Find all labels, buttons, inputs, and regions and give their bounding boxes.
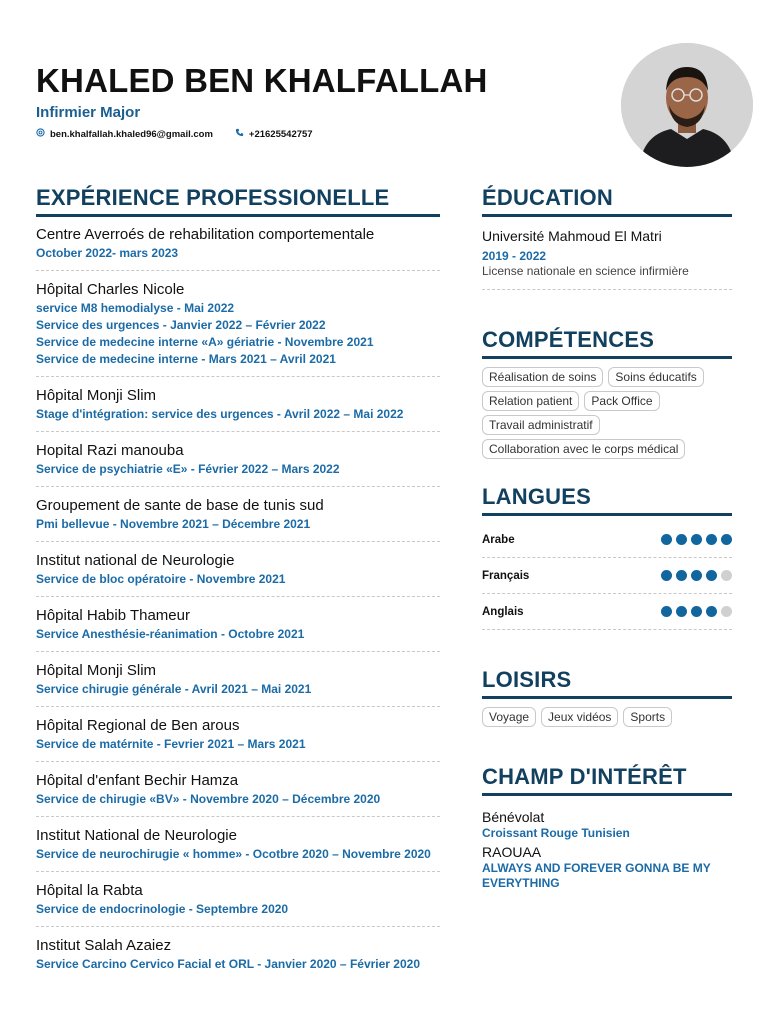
skill-tag: Travail administratif xyxy=(482,415,600,435)
interests-heading: CHAMP D'INTÉRÊT xyxy=(482,763,732,796)
experience-detail: Pmi bellevue - Novembre 2021 – Décembre 2021 xyxy=(36,517,311,531)
language-name: Arabe xyxy=(482,533,515,546)
experience-item xyxy=(36,496,440,542)
experience-detail: Service de matérnite - Fevrier 2021 – Mars 2021 xyxy=(36,737,306,751)
level-dot-empty xyxy=(721,570,732,581)
skill-tag: Collaboration avec le corps médical xyxy=(482,439,685,459)
experience-list xyxy=(36,225,440,981)
hobby-tag: Voyage xyxy=(482,707,536,727)
experience-detail: Service Anesthésie-réanimation - Octobre 2021 xyxy=(36,627,305,641)
skill-tag: Relation patient xyxy=(482,391,579,411)
phone-icon xyxy=(235,128,244,140)
profile-photo xyxy=(621,43,753,167)
experience-item xyxy=(36,771,440,817)
experience-organization: Hôpital Monji Slim xyxy=(36,387,157,404)
experience-item xyxy=(36,936,440,981)
interest-description: ALWAYS AND FOREVER GONNA BE MY EVERYTHING xyxy=(482,861,711,890)
experience-item xyxy=(36,826,440,872)
experience-detail: October 2022- mars 2023 xyxy=(36,246,179,260)
contact-info xyxy=(36,128,596,140)
interest-description: Croissant Rouge Tunisien xyxy=(482,826,630,840)
experience-organization: Hôpital Monji Slim xyxy=(36,662,157,679)
experience-organization: Hôpital Charles Nicole xyxy=(36,281,185,298)
experience-item xyxy=(36,606,440,652)
interest-title: Bénévolat xyxy=(482,809,545,825)
level-dot-filled xyxy=(676,606,687,617)
experience-organization: Institut national de Neurologie xyxy=(36,552,235,569)
experience-item xyxy=(36,441,440,487)
level-dot-filled xyxy=(661,534,672,545)
level-dot-filled xyxy=(661,606,672,617)
skills-heading: COMPÉTENCES xyxy=(482,326,732,359)
level-dot-filled xyxy=(721,534,732,545)
email-text: ben.khalfallah.khaled96@gmail.com xyxy=(50,128,213,140)
level-dot-filled xyxy=(706,570,717,581)
languages-list xyxy=(482,522,732,630)
level-dot-filled xyxy=(706,534,717,545)
skill-tag: Réalisation de soins xyxy=(482,367,603,387)
level-dot-filled xyxy=(691,570,702,581)
hobbies-heading: LOISIRS xyxy=(482,666,732,699)
experience-organization: Centre Averroés de rehabilitation comportementale xyxy=(36,226,375,243)
experience-detail: Service de chirugie «BV» - Novembre 2020 – Décembre 2020 xyxy=(36,792,381,806)
experience-detail: Stage d'intégration: service des urgences - Avril 2022 – Mai 2022 xyxy=(36,407,404,421)
experience-item xyxy=(36,716,440,762)
experience-organization: Hôpital Habib Thameur xyxy=(36,607,190,624)
education-item xyxy=(482,227,732,290)
experience-detail: Service chirugie générale - Avril 2021 – Mai 2021 xyxy=(36,682,312,696)
language-row xyxy=(482,558,732,594)
experience-detail: Service de medecine interne «A» gériatrie - Novembre 2021 xyxy=(36,335,374,349)
education-dates: 2019 - 2022 xyxy=(482,249,547,263)
skill-tag: Soins éducatifs xyxy=(608,367,703,387)
level-dot-filled xyxy=(691,606,702,617)
level-dot-filled xyxy=(661,570,672,581)
hobby-tag: Jeux vidéos xyxy=(541,707,618,727)
right-column xyxy=(482,184,732,893)
experience-heading: EXPÉRIENCE PROFESSIONELLE xyxy=(36,184,440,217)
interests-list xyxy=(482,808,732,891)
skill-tag: Pack Office xyxy=(584,391,659,411)
experience-organization: Hopital Razi manouba xyxy=(36,442,184,459)
hobbies-list xyxy=(482,707,732,727)
experience-item xyxy=(36,280,440,377)
level-dot-filled xyxy=(706,606,717,617)
language-level-dots xyxy=(661,606,732,617)
level-dot-filled xyxy=(676,534,687,545)
level-dot-empty xyxy=(721,606,732,617)
interest-title: RAOUAA xyxy=(482,844,542,860)
email-contact[interactable] xyxy=(36,128,213,140)
education-degree: License nationale en science infirmière xyxy=(482,264,689,278)
experience-item xyxy=(36,386,440,432)
education-heading: ÉDUCATION xyxy=(482,184,732,217)
language-row xyxy=(482,522,732,558)
experience-organization: Hôpital Regional de Ben arous xyxy=(36,717,240,734)
language-row xyxy=(482,594,732,630)
language-level-dots xyxy=(661,534,732,545)
experience-item xyxy=(36,661,440,707)
language-name: Français xyxy=(482,569,530,582)
resume-header xyxy=(36,62,596,140)
left-column xyxy=(36,184,440,990)
at-icon xyxy=(36,128,45,140)
level-dot-filled xyxy=(676,570,687,581)
education-school: Université Mahmoud El Matri xyxy=(482,228,662,244)
experience-organization: Institut National de Neurologie xyxy=(36,827,237,844)
level-dot-filled xyxy=(691,534,702,545)
experience-detail: Service de psychiatrie «E» - Février 2022 – Mars 2022 xyxy=(36,462,340,476)
experience-detail: Service des urgences - Janvier 2022 – Février 2022 xyxy=(36,318,326,332)
skills-list xyxy=(482,367,732,459)
experience-organization: Institut Salah Azaiez xyxy=(36,937,172,954)
phone-text: +21625542757 xyxy=(248,128,313,140)
experience-detail: Service de bloc opératoire - Novembre 2021 xyxy=(36,572,286,586)
job-title: Infirmier Major xyxy=(36,104,141,121)
candidate-name: KHALED BEN KHALFALLAH xyxy=(36,62,488,99)
phone-contact[interactable] xyxy=(235,128,313,140)
language-name: Anglais xyxy=(482,605,524,618)
experience-organization: Groupement de sante de base de tunis sud xyxy=(36,497,324,514)
experience-detail: Service de medecine interne - Mars 2021 – Avril 2021 xyxy=(36,352,336,366)
experience-detail: service M8 hemodialyse - Mai 2022 xyxy=(36,301,235,315)
experience-organization: Hôpital la Rabta xyxy=(36,882,143,899)
hobby-tag: Sports xyxy=(623,707,672,727)
experience-detail: Service Carcino Cervico Facial et ORL - Janvier 2020 – Février 2020 xyxy=(36,957,420,971)
experience-item xyxy=(36,225,440,271)
experience-item xyxy=(36,551,440,597)
experience-detail: Service de endocrinologie - Septembre 2020 xyxy=(36,902,289,916)
languages-heading: LANGUES xyxy=(482,483,732,516)
experience-item xyxy=(36,881,440,927)
experience-organization: Hôpital d'enfant Bechir Hamza xyxy=(36,772,239,789)
experience-detail: Service de neurochirugie « homme» - Ocotbre 2020 – Novembre 2020 xyxy=(36,847,431,861)
language-level-dots xyxy=(661,570,732,581)
